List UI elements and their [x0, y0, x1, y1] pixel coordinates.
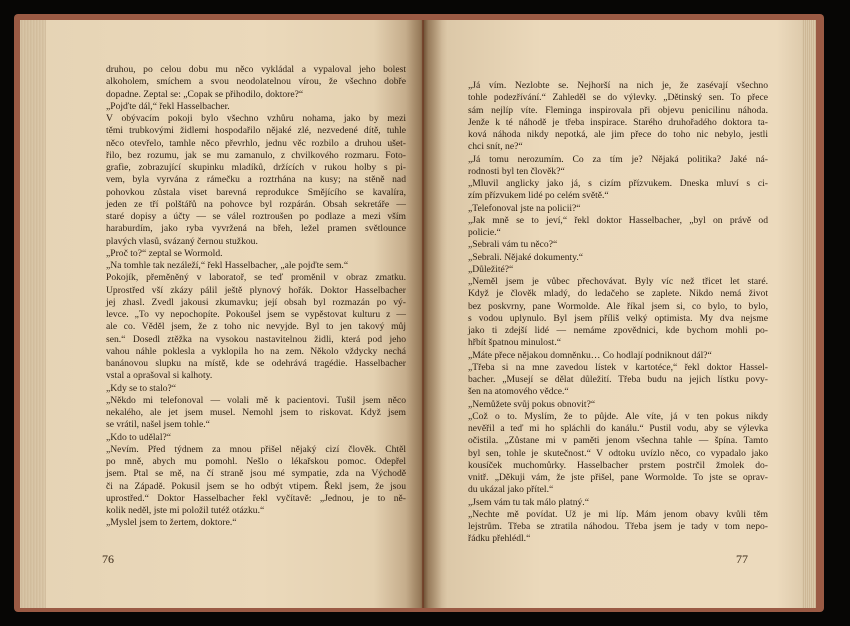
right-page-text — [468, 80, 768, 546]
text-line: „Nevím. Před týdnem za mnou přišel nějaký cizí člověk. Chtěl — [106, 443, 406, 455]
text-line: haraburdím, jako ryba vyvržená na břeh, ležel pramen světlounce — [106, 223, 406, 235]
text-line: chci snít, ne?“ — [468, 141, 523, 153]
text-line: těmi trubkovými židlemi hospodařilo nějaké zlé, nezvedené dítě, tuhle — [106, 125, 406, 137]
text-line: „Kdy se to stalo?“ — [106, 382, 177, 394]
text-line: banánovou slupku na místě, kde se odehrává tragédie. Hasselbacher — [106, 358, 406, 369]
text-line: vem, byla vyrvána z rámečku a roztrhána na kusy; na stěně nad — [106, 174, 406, 186]
text-line: bez poskvrny, pane Wormolde. Ale říkal jsem si, co bylo, to bylo, — [468, 300, 768, 312]
text-line: „Máte přece nějakou domněnku… Co hodlají podniknout dál?“ — [468, 349, 712, 361]
text-line: po mně, abych mu pomohl. Nešlo o lékařskou pomoc. Odepřel — [106, 456, 406, 467]
text-line: vstal a oprašoval si kalhoty. — [106, 370, 213, 382]
text-line: „Důležité?“ — [468, 263, 514, 275]
text-line: vahou náhle poklesla a vyklopila ho na zem. Několo vždycky nechá — [106, 345, 406, 357]
text-line: Pokojík, přeměněný v laboratoř, se teď proměnil v obraz zmatku. — [106, 272, 406, 284]
text-line: „Telefonoval jste na policii?“ — [468, 202, 581, 214]
text-line: či na Západě. Pokusil jsem se ho odbýt vtipem. Řekl jsem, že jsou — [106, 480, 406, 492]
text-line: „Třeba si na mne zavedou lístek v kartotéce,“ řekl doktor Hassel- — [468, 361, 768, 373]
right-page-number: 77 — [736, 552, 748, 566]
text-line: se vrátil, našel jsem tohle.“ — [106, 419, 210, 431]
text-line: tohle podezřívání.“ Zahleděl se do výlevky. „Dětinský sen. To přece — [468, 92, 768, 104]
text-line: „Na tomhle tak nezáleží,“ řekl Hasselbacher, „ale pojďte sem.“ — [106, 260, 349, 271]
text-line: ková náhoda nikdy nepotká, ale jim přece do toho nic nebylo, jestli — [468, 129, 768, 140]
text-line: lejstrům. Třeba se ztratila náhodou. Třeba jsem je tady v tom nepo- — [468, 521, 768, 532]
text-line: hřbít špatnou minulost.“ — [468, 337, 562, 349]
text-line: „Jsem vám tu tak málo platný.“ — [468, 496, 589, 508]
text-line: „Někdo mi telefonoval — volali mě k pacientovi. Tušil jsem něco — [106, 394, 406, 406]
text-line: jeden ze tří polštářů na pohovce byl rozpárán. Obsah sekretáře — — [106, 198, 406, 210]
text-line: „Já vím. Nezlobte se. Nejhorší na nich je, že zasévají všechno — [468, 80, 768, 91]
text-line: „Já tomu nerozumím. Co za tím je? Nějaká politika? Jaké ná- — [468, 153, 768, 165]
text-line: du ukázal jako přítel.“ — [468, 484, 554, 496]
text-line: „Neměl jsem je vůbec přechovávat. Byly víc než třicet let staré. — [468, 276, 768, 287]
text-line: nevěřil a teď mi ho spláchli do kanálu.“ Pustil vodu, aby se výlevka — [468, 423, 768, 434]
open-book — [14, 14, 824, 612]
text-line: kolik neděl, jste mi položil tutéž otázku.“ — [106, 505, 265, 516]
text-line: očistila. „Zůstane mi v paměti jenom všechna tahle — špína. Tamto — [468, 435, 768, 447]
text-line: řilo, bez rozumu, jak se mu zamanulo, z chvilkového rozmaru. Foto- — [106, 149, 406, 161]
text-line: „Kdo to udělal?“ — [106, 431, 171, 443]
right-page-edges — [802, 20, 816, 608]
text-line: „Proč to?“ zeptal se Wormold. — [106, 247, 223, 259]
text-line: sen.“ Dosedl ztěžka na vysokou nastavitelnou židli, která pod jeho — [106, 333, 406, 345]
text-line: uprostřed.“ Doktor Hasselbacher řekl vyčítavě: „Jednou, je to ně- — [106, 492, 406, 504]
text-line: alkoholem, smíchem a svou neodolatelnou vírou, že všechno dobře — [106, 76, 406, 88]
text-line: řádku přehlédl.“ — [468, 533, 531, 545]
text-line: Uprostřed vší zkázy pálil ještě plynový hořák. Doktor Hasselbacher — [106, 284, 406, 296]
text-line: vnitř. „Děkuji vám, že jste přišel, pane Wormolde. To jste se oprav- — [468, 472, 768, 483]
text-line: zím přízvukem lidé po celém světě.“ — [468, 190, 609, 202]
text-line: plavých vlasů, svázaný černou stužkou. — [106, 235, 258, 247]
text-line: levce. „To vy nepochopíte. Pokoušel jsem se vypěstovat kulturu z — — [106, 309, 406, 320]
text-line: staré dopisy a účty — se válel roztroušen po podlaze a mezi vším — [106, 211, 406, 222]
text-line: sám nejlíp víte. Fleminga inspirovala při objevu penicilinu náhoda. — [468, 104, 768, 116]
text-line: „Myslel jsem to žertem, doktore.“ — [106, 517, 237, 529]
text-line: grafie, zobrazující skupinku mladíků, držících v rukou holby s pi- — [106, 162, 406, 173]
text-line: jej zhasl. Zvedl jakousi zkumavku; její obsah byl rozmazán po vý- — [106, 296, 406, 308]
text-line: něco otevřelo, tamhle něco převrhlo, jednu věc rozbilo a druhou ušet- — [106, 137, 406, 149]
text-line: V obývacím pokoji bylo všechno vzhůru nohama, jako by mezi — [106, 113, 406, 124]
text-line: dopadne. Zeptal se: „Copak se přihodilo, doktore?“ — [106, 88, 304, 100]
text-line: šen na atomového vědce.“ — [468, 386, 569, 398]
left-page — [20, 20, 422, 608]
text-line: „Nechte mě povídat. Už je mi líp. Mám jenom obavy kvůli těm — [468, 508, 768, 520]
text-line: „Mluvil anglicky jako já, s cizím přízvukem. Dneska mluví s ci- — [468, 178, 768, 189]
text-line: pohovkou zůstala viset barevná reprodukce Smějícího se kavalíra, — [106, 186, 406, 198]
left-page-text — [106, 64, 406, 530]
text-line: jsem. Ptal se mě, na čí straně jsou mé sympatie, zda na Východě — [106, 468, 406, 480]
text-line: nekalého, ale jet jsem musel. Nemohl jsem to riskovat. Když jsem — [106, 407, 406, 418]
text-line: „Sebrali vám tu něco?“ — [468, 239, 558, 251]
text-line: „Pojďte dál,“ řekl Hasselbacher. — [106, 100, 230, 112]
text-line: bacher. „Musejí se dělat důležití. Třeba budu na jejich lístku povy- — [468, 374, 768, 385]
text-line: Když je člověk mladý, do ledačeho se zaplete. Nikdo nemá život — [468, 288, 768, 300]
text-line: „Což o to. Myslím, že to půjde. Ale víte, já v ten pokus nikdy — [468, 410, 768, 422]
text-line: ale co. Věděl jsem, že z toho nic nevyjde. Byl to jen takový můj — [106, 321, 406, 333]
text-line: policie.“ — [468, 227, 501, 238]
text-line: „Sebrali. Nějaké dokumenty.“ — [468, 251, 583, 263]
left-page-number: 76 — [102, 552, 114, 566]
text-line: kousíček muchomůrky. Hasselbacher prstem postrčil žmolek do- — [468, 459, 768, 471]
text-line: druhou, po celou dobu mu něco vykládal a vypaloval jeho bolest — [106, 64, 406, 75]
left-page-edges — [20, 20, 46, 608]
text-line: „Nemůžete svůj pokus obnovit?“ — [468, 398, 596, 410]
text-line: s vodou uplynulo. Byl jsem příliš velký optimista. My dva nejsme — [468, 312, 768, 324]
text-line: Jenže k té náhodě je třeba inspirace. Starého druhořadého doktora ta- — [468, 116, 768, 128]
text-line: „Jak mně se to jeví,“ řekl doktor Hasselbacher, „byl on právě od — [468, 214, 768, 226]
text-line: jako ti zdejší lidé — nemáme zpovědnici, kde bychom mohli po- — [468, 325, 768, 336]
right-page — [424, 20, 816, 608]
text-line: rodnosti byl ten člověk?“ — [468, 165, 565, 177]
text-line: byl sen, tohle je skutečnost.“ V odtoku uvízlo něco, co vypadalo jako — [468, 447, 768, 459]
